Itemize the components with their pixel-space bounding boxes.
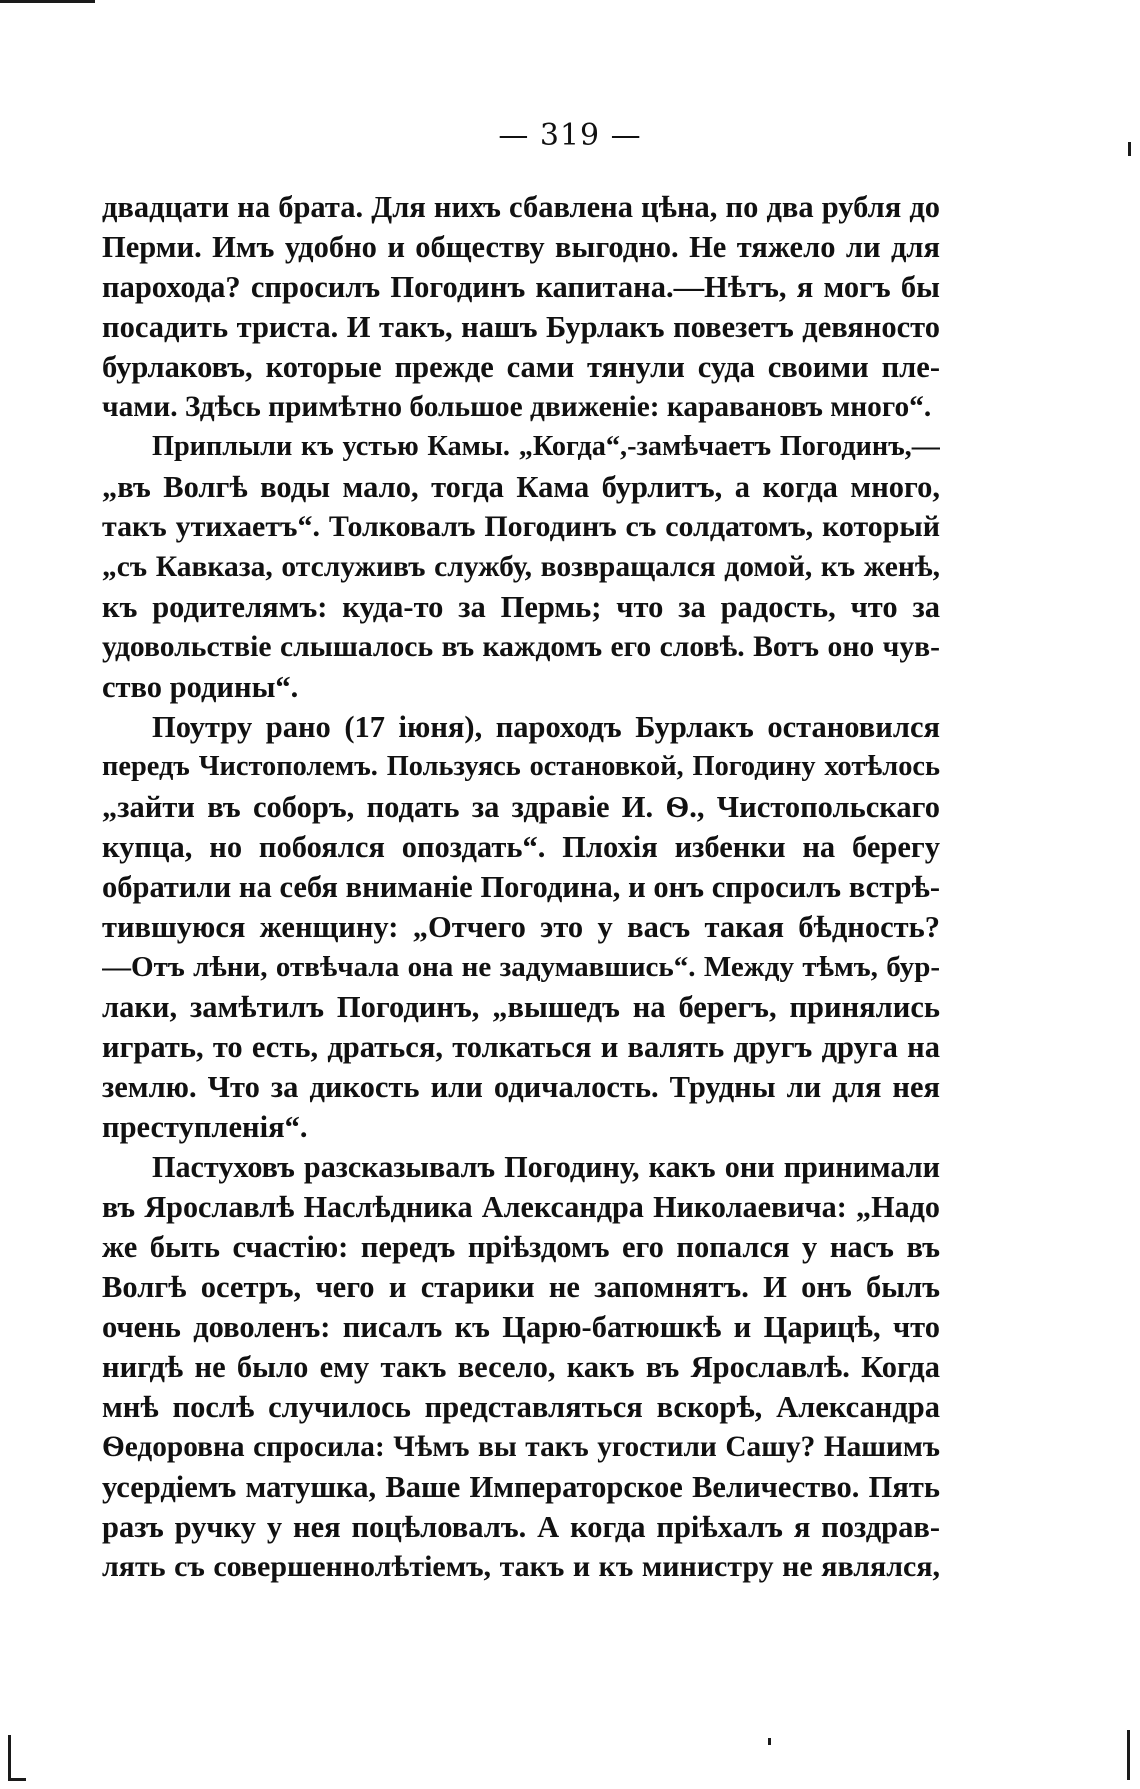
text-line: „въ Волгѣ воды мало, тогда Кама бурлитъ, а когда много, xyxy=(102,470,940,504)
text-line: двадцати на брата. Для нихъ сбавлена цѣна, по два рубля до xyxy=(102,190,940,224)
text-line: тившуюся женщину: „Отчего это у васъ такая бѣдность? xyxy=(102,910,940,944)
scan-edge-mark xyxy=(8,1778,26,1781)
text-line: передъ Чистополемъ. Пользуясь остановкой, Погодину хотѣлось xyxy=(102,751,940,782)
text-line: въ Ярославлѣ Наслѣдника Александра Николаевича: „Надо xyxy=(102,1190,940,1224)
body-text xyxy=(102,187,940,1587)
text-line: усердіемъ матушка, Ваше Императорское Величество. Пять xyxy=(102,1470,940,1504)
text-line: нигдѣ не было ему такъ весело, какъ въ Ярославлѣ. Когда xyxy=(102,1350,940,1384)
text-line: Поутру рано (17 іюня), пароходъ Бурлакъ остановился xyxy=(152,710,940,744)
text-line: же быть счастію: передъ пріѣздомъ его попался у насъ въ xyxy=(102,1230,940,1264)
scan-edge-mark xyxy=(1127,1730,1130,1780)
text-line: преступленія“. xyxy=(102,1110,308,1144)
page-number: — 319 — xyxy=(498,118,642,153)
text-line: „съ Кавказа, отслуживъ службу, возвращался домой, къ женѣ, xyxy=(102,551,940,583)
text-line: играть, то есть, драться, толкаться и валять другъ друга на xyxy=(102,1030,940,1064)
text-line: ство родины“. xyxy=(102,670,299,704)
text-line: обратили на себя вниманіе Погодина, и онъ спросилъ встрѣ- xyxy=(102,870,940,904)
text-line: Перми. Имъ удобно и обществу выгодно. Не тяжело ли для xyxy=(102,230,940,264)
text-line: землю. Что за дикость или одичалость. Трудны ли для нея xyxy=(102,1070,940,1104)
scan-edge-mark xyxy=(8,1735,11,1781)
text-line: „зайти въ соборъ, подать за здравіе И. Ѳ., Чистопольскаго xyxy=(102,790,940,824)
scan-speck xyxy=(768,1738,771,1745)
text-line: очень доволенъ: писалъ къ Царю-батюшкѣ и Царицѣ, что xyxy=(102,1310,940,1344)
text-line: чами. Здѣсь примѣтно большое движеніе: каравановъ много“. xyxy=(102,391,932,423)
text-line: лять съ совершеннолѣтіемъ, такъ и къ министру не являлся, xyxy=(102,1550,940,1583)
text-line: Ѳедоровна спросила: Чѣмъ вы такъ угостили Сашу? Нашимъ xyxy=(102,1431,940,1463)
text-line: къ родителямъ: куда-то за Пермь; что за радость, что за xyxy=(102,590,940,624)
text-line: купца, но побоялся опоздать“. Плохія избенки на берегу xyxy=(102,830,940,864)
text-line: Пастуховъ разсказывалъ Погодину, какъ они принимали xyxy=(152,1150,940,1184)
text-line: парохода? спросилъ Погодинъ капитана.—Нѣтъ, я могъ бы xyxy=(102,270,940,304)
text-line: лаки, замѣтилъ Погодинъ, „вышедъ на берегъ, принялись xyxy=(102,990,940,1024)
text-line: удовольствіе слышалось въ каждомъ его словѣ. Вотъ оно чув- xyxy=(102,631,940,663)
text-line: мнѣ послѣ случилось представляться вскорѣ, Александра xyxy=(102,1390,940,1424)
scan-edge-mark xyxy=(0,0,95,3)
text-line: Приплыли къ устью Камы. „Когда“,-замѣчаетъ Погодинъ,— xyxy=(152,431,940,462)
text-line: Волгѣ осетръ, чего и старики не запомнятъ. И онъ былъ xyxy=(102,1270,940,1304)
text-line: разъ ручку у нея поцѣловалъ. А когда пріѣхалъ я поздрав- xyxy=(102,1510,940,1544)
text-line: посадить триста. И такъ, нашъ Бурлакъ повезетъ девяносто xyxy=(102,310,940,344)
text-line: —Отъ лѣни, отвѣчала она не задумавшись“. Между тѣмъ, бур- xyxy=(102,951,940,983)
text-line: такъ утихаетъ“. Толковалъ Погодинъ съ солдатомъ, который xyxy=(102,510,940,543)
text-line: бурлаковъ, которые прежде сами тянули суда своими пле- xyxy=(102,350,940,384)
